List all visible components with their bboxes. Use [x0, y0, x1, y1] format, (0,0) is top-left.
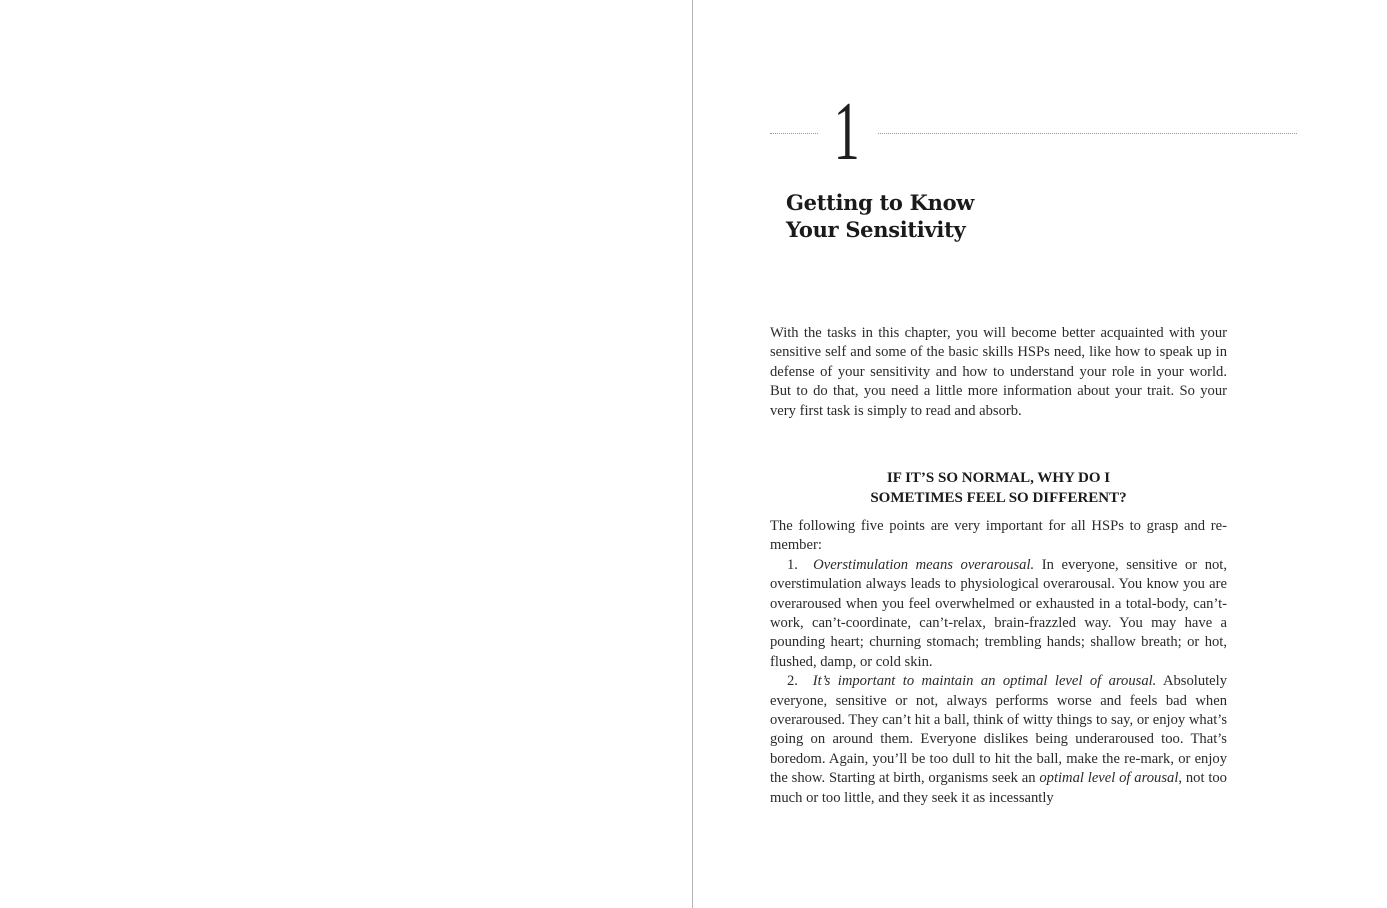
left-page	[0, 0, 692, 908]
section-heading-line-1: IF IT’S SO NORMAL, WHY DO I	[886, 470, 1111, 486]
intro-paragraph: With the tasks in this chapter, you will become better acquainted with your sensitive self and some of the basic skills HSPs need, like how to speak up in defense of your sensitivity and how to understand your role in your world. But to do that, you need a little more information about your trait. So your very first task is simply to read and absorb.	[770, 325, 1227, 419]
section-lead: The following five points are very important for all HSPs to grasp and re-member:	[770, 518, 1227, 554]
section-heading	[770, 469, 1227, 508]
intro-paragraph-block	[770, 324, 1227, 421]
point-2-number: 2.	[787, 673, 798, 690]
section-body	[770, 517, 1227, 808]
section-heading-line-2: SOMETIMES FEEL SO DIFFERENT?	[870, 489, 1127, 506]
point-2-text-after: , not too much or too little, and they seek it as incessantly	[770, 770, 1227, 806]
point-1-number: 1.	[787, 556, 798, 573]
point-2-title: It’s important to maintain an optimal level of arousal.	[812, 673, 1157, 690]
point-2-text-before: Absolutely everyone, sensitive or not, always performs worse and feels bad when overaroused. They can’t hit a ball, think of witty things to say, or enjoy what’s going on around them. Everyone dislikes being underaroused too. That’s boredom. Again, you’ll be too dull to hit the ball, make the re-mark, or enjoy the show. Starting at birth, organisms seek an	[770, 673, 1228, 787]
point-1	[770, 556, 1227, 672]
point-2-emphasis: optimal level of arousal	[1039, 770, 1179, 787]
chapter-number: 1	[833, 85, 859, 178]
chapter-title-line-2: Your Sensitivity	[786, 217, 966, 242]
chapter-title-line-1: Getting to Know	[786, 190, 975, 215]
chapter-title	[786, 189, 974, 243]
point-1-text: In everyone, sensitive or not, overstimulation always leads to physiological overarousal. You know you are overaroused when you feel overwhelmed or exhausted in a total-body, can’t-work, can’t-coordinate, can’t-relax, brain-frazzled way. You may have a pounding heart; churning stomach; trembling hands; shallow breath; or hot, flushed, damp, or cold skin.	[770, 556, 1228, 670]
point-1-title: Overstimulation means overarousal.	[813, 556, 1035, 573]
point-2	[770, 672, 1227, 808]
chapter-rule-right	[878, 133, 1297, 134]
chapter-rule-left	[770, 133, 818, 134]
